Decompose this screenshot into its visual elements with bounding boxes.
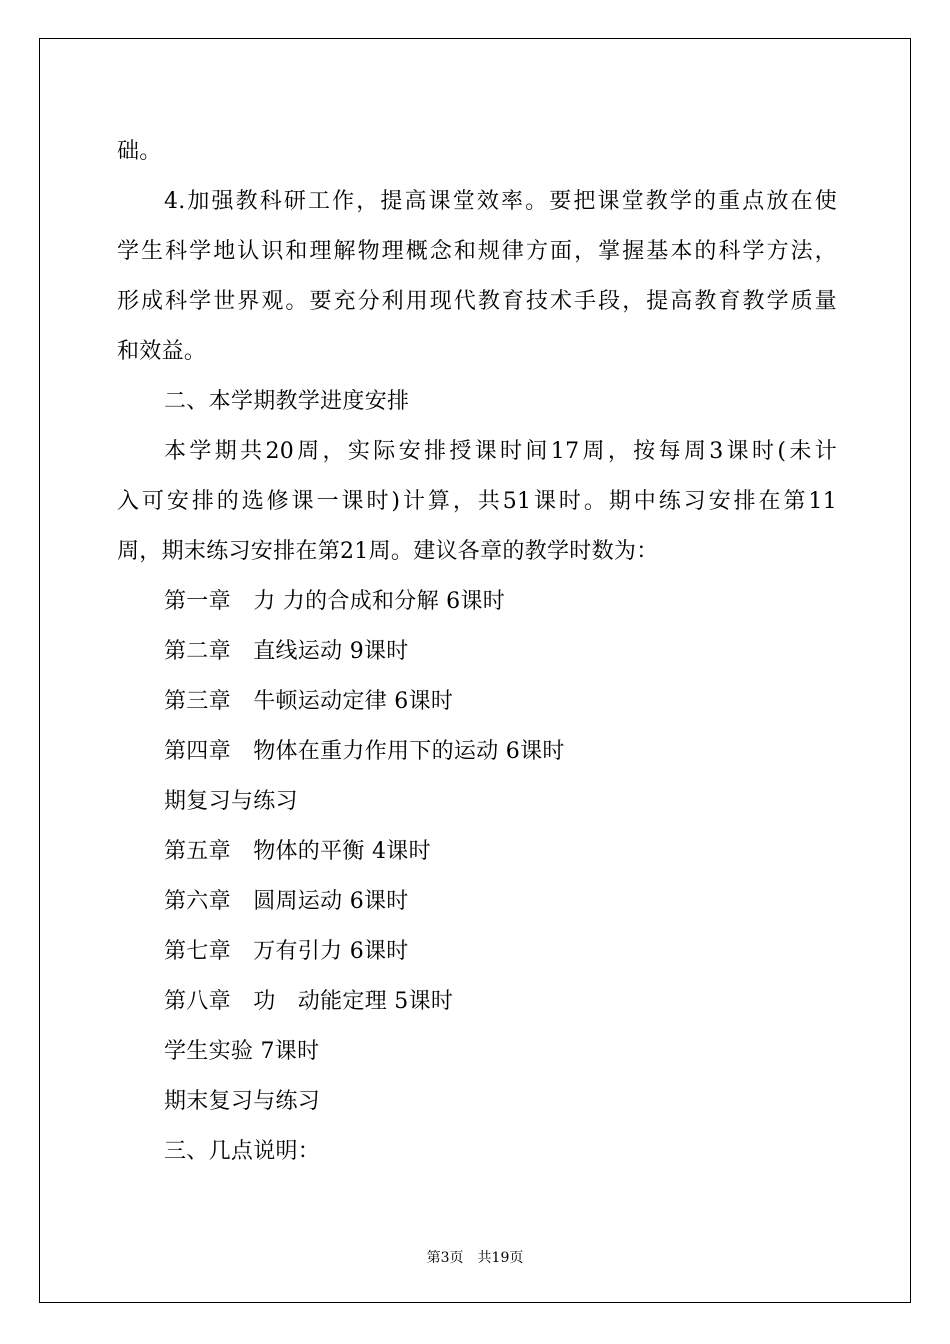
page-footer xyxy=(0,1247,950,1267)
chapter-item: 期末复习与练习 xyxy=(164,1089,321,1114)
chapter-item: 第七章 万有引力 6课时 xyxy=(164,939,409,964)
chapter-item: 第一章 力 力的合成和分解 6课时 xyxy=(164,589,506,614)
text-line: 学生科学地认识和理解物理概念和规律方面，掌握基本的科学方法， xyxy=(117,239,837,264)
chapter-item: 第五章 物体的平衡 4课时 xyxy=(164,839,431,864)
page-number: 第3页 xyxy=(426,1250,464,1266)
chapter-item: 学生实验 7课时 xyxy=(164,1039,320,1064)
text-line: 础。 xyxy=(117,139,162,164)
chapter-item: 第六章 圆周运动 6课时 xyxy=(164,889,409,914)
chapter-item: 第四章 物体在重力作用下的运动 6课时 xyxy=(164,739,565,764)
page-total: 共19页 xyxy=(477,1250,524,1266)
chapter-item: 期复习与练习 xyxy=(164,789,298,814)
text-line: 入可安排的选修课一课时)计算，共51课时。期中练习安排在第11 xyxy=(117,489,837,514)
text-line: 本学期共20周，实际安排授课时间17周，按每周3课时(未计 xyxy=(164,439,837,464)
section-heading: 三、几点说明： xyxy=(164,1139,321,1164)
text-line: 形成科学世界观。要充分利用现代教育技术手段，提高教育教学质量 xyxy=(117,289,837,314)
text-line: 和效益。 xyxy=(117,339,207,364)
chapter-item: 第三章 牛顿运动定律 6课时 xyxy=(164,689,454,714)
chapter-item: 第二章 直线运动 9课时 xyxy=(164,639,409,664)
document-body xyxy=(117,127,837,1177)
chapter-item: 第八章 功 动能定理 5课时 xyxy=(164,989,454,1014)
text-line: 周，期末练习安排在第21周。建议各章的教学时数为： xyxy=(117,539,659,564)
text-line: 4.加强教科研工作，提高课堂效率。要把课堂教学的重点放在使 xyxy=(164,189,837,214)
section-heading: 二、本学期教学进度安排 xyxy=(164,389,410,414)
